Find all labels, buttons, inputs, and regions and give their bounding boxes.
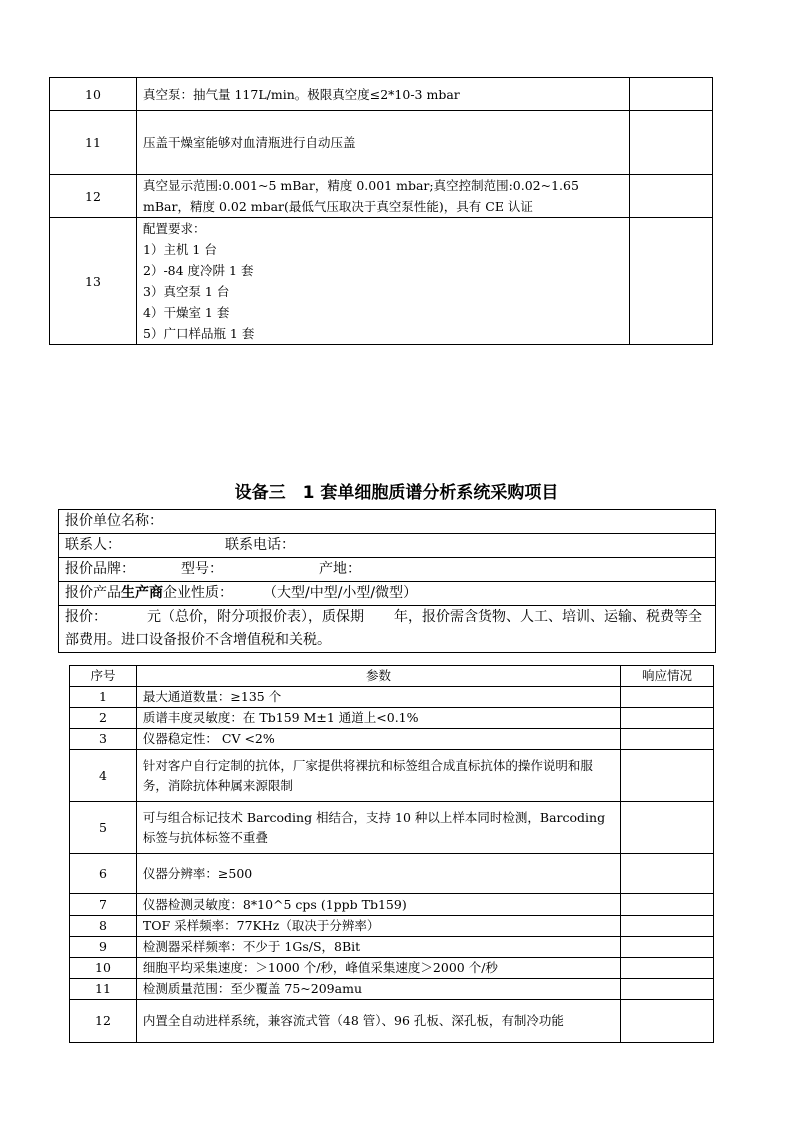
- table-row: [70, 1000, 714, 1043]
- spec-table: [69, 665, 714, 1043]
- config-line: 配置要求：: [143, 221, 206, 236]
- row-number: 11: [70, 979, 137, 1000]
- row-number: 8: [70, 916, 137, 937]
- quote-row-price: [59, 606, 716, 653]
- header-param: 参数: [136, 666, 620, 687]
- row-spec: 内置全自动进样系统，兼容流式管（48 管）、96 孔板、深孔板，有制冷功能: [136, 1000, 620, 1043]
- config-line: 4）干燥室 1 套: [143, 305, 230, 320]
- row-response: [621, 729, 714, 750]
- row-number: 13: [50, 218, 137, 345]
- brand-label: 报价品牌：: [65, 561, 135, 577]
- section-heading: 设备三 1 套单细胞质谱分析系统采购项目: [234, 483, 559, 503]
- quote-row-brand: [59, 558, 716, 582]
- row-spec: 细胞平均采集速度：＞1000 个/秒，峰值采集速度＞2000 个/秒: [136, 958, 620, 979]
- row-spec: 仪器检测灵敏度：8*10^5 cps (1ppb Tb159): [136, 894, 620, 916]
- model-label: 型号：: [181, 561, 223, 577]
- row-response: [621, 854, 714, 894]
- table-header-row: [70, 666, 714, 687]
- row-response: [630, 218, 713, 345]
- row-number: 5: [70, 802, 137, 854]
- row-response: [621, 937, 714, 958]
- table-row: [70, 729, 714, 750]
- row-spec: [137, 218, 630, 345]
- row-response: [621, 708, 714, 729]
- row-number: 3: [70, 729, 137, 750]
- price-text-2: 年，报价需含货物、人工、培训、运输、税费等全部费用。进口设备报价不含增值税和关税。: [65, 609, 702, 648]
- row-number: 11: [50, 111, 137, 175]
- row-response: [621, 687, 714, 708]
- table-row: [70, 958, 714, 979]
- row-response: [621, 1000, 714, 1043]
- spec-table-continued: [49, 77, 713, 345]
- row-response: [630, 175, 713, 218]
- table-row: [70, 979, 714, 1000]
- config-line: 3）真空泵 1 台: [143, 284, 230, 299]
- row-spec: 真空泵：抽气量 117L/min。极限真空度≤2*10-3 mbar: [137, 78, 630, 111]
- row-number: 12: [70, 1000, 137, 1043]
- row-spec: 检测质量范围：至少覆盖 75~209amu: [136, 979, 620, 1000]
- table-row: [50, 111, 713, 175]
- quote-row-contact: [59, 534, 716, 558]
- row-spec: 最大通道数量：≥135 个: [136, 687, 620, 708]
- row-spec: 仪器分辨率：≥500: [136, 854, 620, 894]
- table-row: [70, 937, 714, 958]
- config-line: 2）-84 度冷阱 1 套: [143, 263, 254, 278]
- row-number: 10: [70, 958, 137, 979]
- phone-label: 联系电话：: [225, 537, 295, 553]
- table-row: [70, 750, 714, 802]
- row-spec: 仪器稳定性： CV <2%: [136, 729, 620, 750]
- unit-name-field: 报价单位名称：: [59, 510, 716, 534]
- row-spec: 检测器采样频率：不少于 1Gs/S，8Bit: [136, 937, 620, 958]
- row-number: 12: [50, 175, 137, 218]
- row-number: 10: [50, 78, 137, 111]
- table-row: [50, 175, 713, 218]
- row-spec: 质谱丰度灵敏度：在 Tb159 M±1 通道上<0.1%: [136, 708, 620, 729]
- row-spec: 真空显示范围:0.001~5 mBar，精度 0.001 mbar;真空控制范围:0.02~1.65 mBar，精度 0.02 mbar(最低气压取决于真空泵性能)，具有 CE 认证: [137, 175, 630, 218]
- row-response: [621, 802, 714, 854]
- row-number: 4: [70, 750, 137, 802]
- row-spec: 可与组合标记技术 Barcoding 相结合，支持 10 种以上样本同时检测，Barcoding 标签与抗体标签不重叠: [136, 802, 620, 854]
- row-number: 6: [70, 854, 137, 894]
- row-number: 2: [70, 708, 137, 729]
- nature-bold: 生产商: [121, 585, 163, 601]
- config-line: 1）主机 1 台: [143, 242, 217, 257]
- quote-row-nature: [59, 582, 716, 606]
- row-number: 1: [70, 687, 137, 708]
- table-row: [50, 78, 713, 111]
- contact-label: 联系人：: [65, 537, 121, 553]
- row-number: 9: [70, 937, 137, 958]
- row-response: [621, 916, 714, 937]
- table-row: [70, 708, 714, 729]
- table-row: [70, 916, 714, 937]
- quote-info-table: [58, 509, 716, 653]
- row-response: [621, 750, 714, 802]
- price-text-1: 元（总价，附分项报价表），质保期: [147, 609, 364, 625]
- table-row: [70, 687, 714, 708]
- row-spec: 针对客户自行定制的抗体，厂家提供将裸抗和标签组合成直标抗体的操作说明和服务，消除抗体种属来源限制: [136, 750, 620, 802]
- config-line: 5）广口样品瓶 1 套: [143, 326, 255, 341]
- nature-options: （大型/中型/小型/微型）: [263, 585, 418, 601]
- table-row: [70, 802, 714, 854]
- row-number: 7: [70, 894, 137, 916]
- row-response: [630, 78, 713, 111]
- header-response: 响应情况: [621, 666, 714, 687]
- quote-row-unit: [59, 510, 716, 534]
- row-response: [630, 111, 713, 175]
- row-response: [621, 958, 714, 979]
- row-response: [621, 894, 714, 916]
- origin-label: 产地：: [319, 561, 361, 577]
- header-no: 序号: [70, 666, 137, 687]
- nature-prefix: 报价产品: [65, 585, 121, 601]
- table-row: [70, 894, 714, 916]
- price-label: 报价：: [65, 609, 107, 625]
- table-row: [50, 218, 713, 345]
- nature-suffix: 企业性质：: [163, 585, 233, 601]
- row-spec: TOF 采样频率：77KHz（取决于分辨率）: [136, 916, 620, 937]
- row-spec: 压盖干燥室能够对血清瓶进行自动压盖: [137, 111, 630, 175]
- table-row: [70, 854, 714, 894]
- row-response: [621, 979, 714, 1000]
